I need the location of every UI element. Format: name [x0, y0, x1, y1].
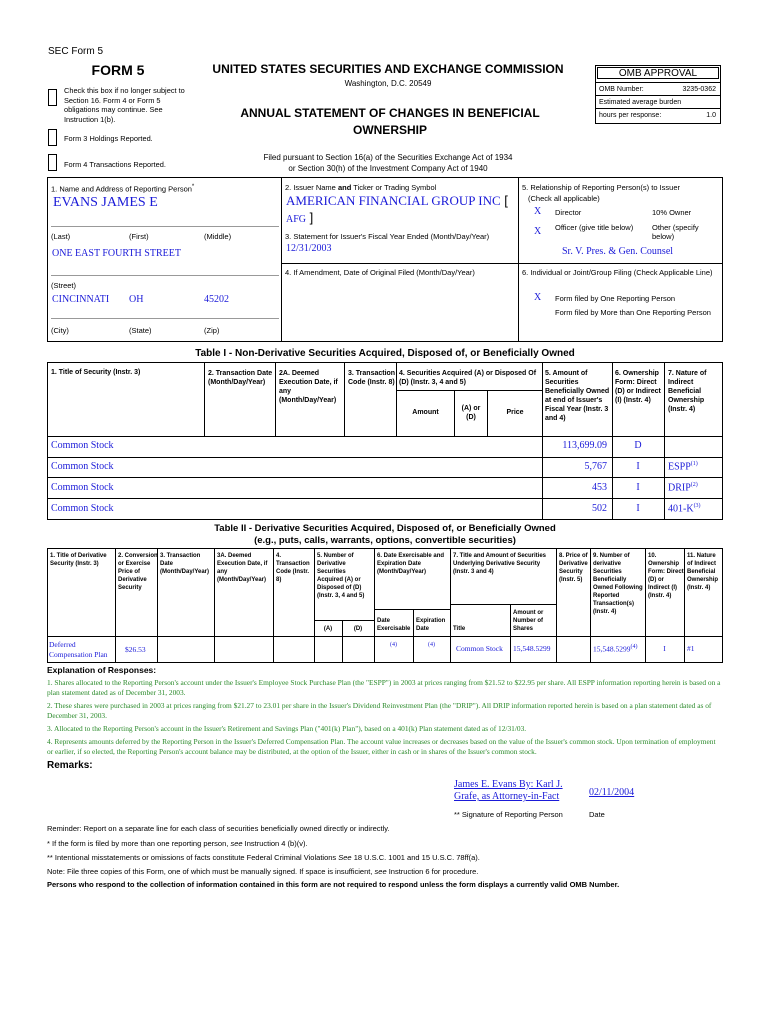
- box1-label: 1. Name and Address of Reporting Person*: [51, 184, 195, 194]
- t2-col6-header: 6. Date Exercisable and Expiration Date (Month/Day/Year): [377, 553, 445, 575]
- t2-row-title: Deferred Compensation Plan: [49, 640, 108, 659]
- form4-label: Form 4 Transactions Reported.: [64, 160, 166, 169]
- t1-row2-form: I: [636, 461, 640, 472]
- t1-col6-header: 6. Ownership Form: Direct (D) or Indirect (I) (Instr. 4): [615, 370, 661, 404]
- one-person-checkmark[interactable]: X: [534, 292, 542, 303]
- t2-col5-header: 5. Number of Derivative Securities Acquired (A) or Disposed of (D) (Instr. 3, 4 and 5): [317, 553, 365, 599]
- t2-col3-header: 3. Transaction Date (Month/Day/Year): [160, 553, 210, 575]
- footer-reminder: Reminder: Report on a separate line for each class of securities beneficially owned directly or indirectly.: [47, 824, 390, 833]
- multi-person-label: Form filed by More than One Reporting Person: [555, 308, 711, 317]
- t1-row2-title: Common Stock: [51, 461, 114, 472]
- t1-row1-form: D: [634, 440, 642, 451]
- omb-number-value: 3235-0362: [682, 86, 716, 93]
- signature-label: ** Signature of Reporting Person: [454, 810, 563, 819]
- t2-col9-header: 9. Number of derivative Securities Beneficially Owned Following Reported Transaction(s) (Instr. 4): [593, 553, 643, 615]
- form3-checkbox[interactable]: [48, 129, 57, 146]
- section16-checkbox[interactable]: [48, 89, 57, 106]
- explanation-item-2: 2. These shares were purchased in 2003 at prices ranging from $21.27 to 23.01 per share in the Issuer's Dividend Reinvestment Plan (the "DRIP"). All DRIP information reported herein is based on a plan statement dated as of December 31, 2003.: [47, 701, 712, 720]
- t2-row-underlying-amount: 15,548.5299: [513, 644, 551, 653]
- state-value: OH: [129, 294, 144, 305]
- director-label: Director: [555, 208, 582, 217]
- explanation-item-3: 3. Allocated to the Reporting Person's account in the Issuer's Retirement and Savings Plan ("401(k) Plan"), based on a 401(k) Plan statement dated as of 12/31/03.: [47, 724, 527, 733]
- fiscal-year-end: 12/31/2003: [286, 243, 332, 254]
- t2-row-owned: 15,548.5299$^{(4)}$: [593, 644, 638, 654]
- t2-row-underlying-title: Common Stock: [456, 644, 503, 653]
- middle-label: (Middle): [204, 232, 232, 241]
- t2-row-nature: #1: [687, 644, 695, 653]
- footer-dstar: ** Intentional misstatements or omissions of facts constitute Federal Criminal Violations See 18 U.S.C. 1001 and 15 U.S.C. 78ff(a).: [47, 853, 480, 862]
- t1-row1-title: Common Stock: [51, 440, 114, 451]
- other-label: Other (specify below): [652, 223, 699, 241]
- t2-col3a-header: 3A. Deemed Execution Date, if any (Month/Day/Year): [217, 553, 268, 583]
- box2-label: 2. Issuer Name and Ticker or Trading Symbol: [285, 183, 437, 192]
- explanation-title: Explanation of Responses:: [47, 665, 157, 675]
- agency-address: Washington, D.C. 20549: [344, 79, 432, 88]
- t1-col2a-header: 2A. Deemed Execution Date, if any (Month/Day/Year): [279, 370, 338, 404]
- t1-col4-ad-header: (A) or (D): [461, 405, 481, 421]
- omb-title: OMB APPROVAL: [597, 67, 719, 79]
- state-label: (State): [129, 326, 152, 335]
- t1-col3-header: 3. Transaction Code (Instr. 8): [348, 370, 396, 386]
- t1-row4-owned: 502: [592, 503, 607, 514]
- omb-burden-label: Estimated average burden: [599, 99, 682, 106]
- box3-label: 3. Statement for Issuer's Fiscal Year Ended (Month/Day/Year): [285, 232, 490, 241]
- t1-row4-form: I: [636, 503, 640, 514]
- officer-title: Sr. V. Pres. & Gen. Counsel: [562, 246, 674, 257]
- t1-row4-nature: $401-K^{(3)}$: [668, 503, 701, 515]
- t1-row3-title: Common Stock: [51, 482, 114, 493]
- footer-star: * If the form is filed by more than one reporting person, see Instruction 4 (b)(v).: [47, 839, 308, 848]
- t1-row4-title: Common Stock: [51, 503, 114, 514]
- reporting-person-name: EVANS JAMES E: [53, 195, 158, 210]
- t1-col2-header: 2. Transaction Date (Month/Day/Year): [208, 370, 273, 386]
- t2-row-price: $26.53: [125, 645, 146, 654]
- form3-label: Form 3 Holdings Reported.: [64, 134, 153, 143]
- ten-pct-owner-label: 10% Owner: [652, 208, 692, 217]
- street-label: (Street): [51, 281, 77, 290]
- t2-col4-header: 4. Transaction Code (Instr. 8): [276, 553, 310, 583]
- one-person-label: Form filed by One Reporting Person: [555, 294, 676, 303]
- officer-label: Officer (give title below): [555, 223, 634, 232]
- t2-col2-header: 2. Conversion or Exercise Price of Derivative Security: [118, 553, 158, 591]
- zip-label: (Zip): [204, 326, 220, 335]
- signature-name: James E. Evans By: Karl J. Grafe, as Attorney-in-Fact: [454, 779, 563, 802]
- t2-col7-amount-header: Amount or Number of Shares: [513, 610, 544, 632]
- filed-pursuant-line2: or Section 30(h) of the Investment Company Act of 1940: [288, 164, 488, 173]
- t1-col4-amount-header: Amount: [412, 409, 439, 416]
- table2-subtitle: (e.g., puts, calls, warrants, options, convertible securities): [254, 535, 516, 546]
- omb-hours-label: hours per response:: [599, 112, 662, 119]
- t1-col1-header: 1. Title of Security (Instr. 3): [51, 369, 141, 376]
- street-address: ONE EAST FOURTH STREET: [52, 248, 181, 259]
- t2-col6-ed-header: Expiration Date: [416, 618, 446, 632]
- t1-row1-owned: 113,699.09: [562, 440, 607, 451]
- t2-row-expiration: (4): [428, 642, 435, 648]
- table1-title: Table I - Non-Derivative Securities Acquired, Disposed of, or Beneficially Owned: [195, 348, 575, 359]
- t1-col4-price-header: Price: [506, 409, 524, 416]
- form4-checkbox[interactable]: [48, 154, 57, 171]
- officer-checkmark[interactable]: X: [534, 226, 542, 237]
- t2-col8-header: 8. Price of Derivative Security (Instr. 5): [559, 553, 588, 583]
- box5-label: 5. Relationship of Reporting Person(s) to Issuer: [522, 183, 680, 192]
- signature-date: 02/11/2004: [589, 787, 635, 798]
- remarks-title: Remarks:: [47, 760, 93, 771]
- footer-note: Note: File three copies of this Form, one of which must be manually signed. If space is insufficient, see Instruction 6 for procedure.: [47, 867, 479, 876]
- omb-number-label: OMB Number:: [599, 86, 644, 93]
- director-checkmark[interactable]: X: [534, 206, 542, 217]
- last-label: (Last): [51, 232, 71, 241]
- table2-title: Table II - Derivative Securities Acquired, Disposed of, or Beneficially Owned: [214, 523, 556, 534]
- first-label: (First): [129, 232, 149, 241]
- t1-row3-owned: 453: [592, 482, 607, 493]
- section16-label: Check this box if no longer subject to Section 16. Form 4 or Form 5 obligations may continue. See Instruction 1(b).: [64, 86, 185, 124]
- form-title: FORM 5: [91, 62, 145, 78]
- t1-col7-header: 7. Nature of Indirect Beneficial Ownership (Instr. 4): [668, 370, 707, 413]
- filed-pursuant-line1: Filed pursuant to Section 16(a) of the Securities Exchange Act of 1934: [263, 153, 513, 162]
- omb-hours-value: 1.0: [706, 112, 716, 119]
- t2-col5-d-header: (D): [353, 626, 363, 632]
- city-value: CINCINNATI: [52, 294, 110, 305]
- explanation-item-4: 4. Represents amounts deferred by the Reporting Person in the Issuer's Deferred Compensation Plan. The account value increases or decreases based on the value of the Issuer's common stock. Upon termination of employment or earlier, if so elected, the Reporting Person's account balance may be distributed, at the option of the Issuer, either in cash or in shares of the Issuer's common stock.: [47, 737, 716, 756]
- t2-col7-header: 7. Title and Amount of Securities Underlying Derivative Security (Instr. 3 and 4): [453, 553, 547, 575]
- t2-row-form: I: [663, 644, 666, 653]
- box5-label2: (Check all applicable): [528, 194, 600, 203]
- box6-label: 6. Individual or Joint/Group Filing (Check Applicable Line): [522, 268, 713, 277]
- t2-col1-header: 1. Title of Derivative Security (Instr. 3): [50, 553, 107, 567]
- statement-title: ANNUAL STATEMENT OF CHANGES IN BENEFICIAL OWNERSHIP: [240, 106, 540, 137]
- t1-row2-nature: ESPP$^{(1)}$: [668, 461, 698, 473]
- t1-col4-header: 4. Securities Acquired (A) or Disposed Of (D) (Instr. 3, 4 and 5): [399, 370, 537, 386]
- t2-col6-de-header: Date Exercisable: [377, 618, 411, 632]
- t1-row2-owned: 5,767: [584, 461, 607, 472]
- box4-label: 4. If Amendment, Date of Original Filed (Month/Day/Year): [285, 268, 475, 277]
- t2-col5-a-header: (A): [323, 626, 333, 632]
- t2-col11-header: 11. Nature of Indirect Beneficial Ownership (Instr. 4): [687, 553, 719, 591]
- city-label: (City): [51, 326, 69, 335]
- t2-row-date-exercisable: (4): [390, 642, 397, 648]
- t2-col7-title-header: Title: [453, 626, 466, 632]
- explanation-item-1: 1. Shares allocated to the Reporting Person's account under the Issuer's Employee Stock Purchase Plan (the "ESPP") in 2003 at prices ranging from $21.52 to $22.95 per share. All ESPP information reporting herein is based on a plan statement dated as of December 31, 2003.: [47, 678, 721, 697]
- t1-row3-nature: DRIP$^{(2)}$: [668, 482, 698, 494]
- zip-value: 45202: [204, 294, 229, 305]
- sec-form-label: SEC Form 5: [48, 46, 104, 57]
- t1-row3-form: I: [636, 482, 640, 493]
- footer-persons: Persons who respond to the collection of information contained in this form are not required to respond unless the form displays a currently valid OMB Number.: [47, 880, 620, 889]
- t2-col10-header: 10. Ownership Form: Direct (D) or Indirect (I) (Instr. 4): [648, 553, 684, 599]
- issuer-name: AMERICAN FINANCIAL GROUP INC [ AFG ]: [286, 193, 508, 225]
- agency-title: UNITED STATES SECURITIES AND EXCHANGE COMMISSION: [212, 62, 564, 76]
- date-label: Date: [589, 810, 605, 819]
- t1-col5-header: 5. Amount of Securities Beneficially Owned at end of Issuer's Fiscal Year (Instr. 3 and 4): [545, 370, 610, 422]
